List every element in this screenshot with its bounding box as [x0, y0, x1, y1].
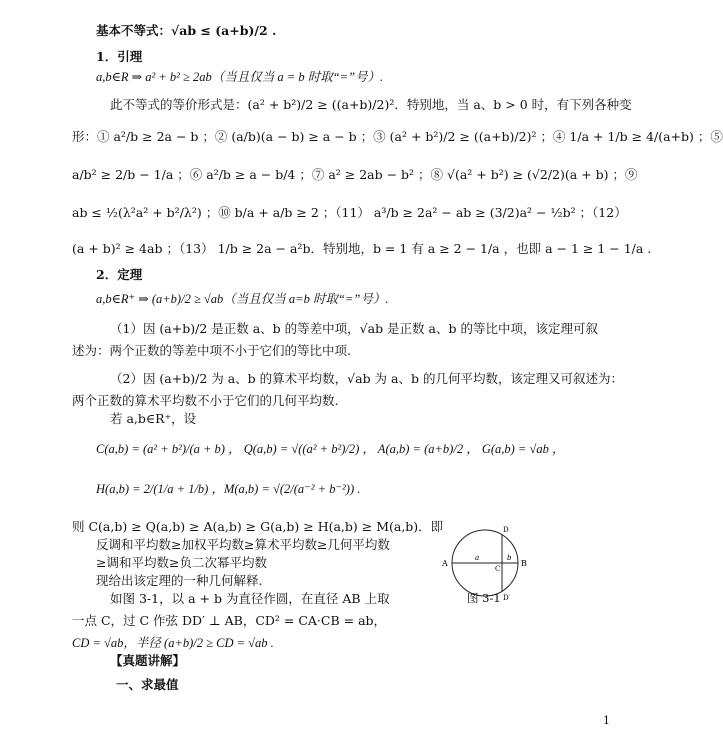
geometry-line-1: 如图 3-1，以 a + b 为直径作圆，在直径 AB 上取: [110, 591, 390, 606]
label-c-point: C: [495, 565, 501, 573]
lemma-line-2: 此不等式的等价形式是：(a² + b²)/2 ≥ ((a+b)/2)²．特别地，当 a、b > 0 时，有下列各种变: [110, 97, 632, 112]
section-3-heading: 【真题讲解】: [110, 653, 186, 668]
title: 基本不等式：√ab ≤ (a+b)/2 .: [96, 23, 277, 38]
geometry-line-3: CD = √ab，半径 (a+b)/2 ≥ CD = √ab .: [72, 636, 274, 650]
label-d-point: D: [503, 526, 509, 534]
figure-caption: 图 3-1: [467, 591, 501, 605]
label-segment-a: a: [475, 554, 480, 562]
label-segment-b: b: [507, 554, 512, 562]
lemma-line-6: (a + b)² ≥ 4ab ；（13） 1/b ≥ 2a − a²b．特别地，b = 1 有 a ≥ 2 − 1/a ，也即 a − 1 ≥ 1 − 1/a .: [72, 241, 652, 256]
mean-definitions-1: C(a,b) = (a² + b²)/(a + b) ， Q(a,b) = √((a² + b²)/2) ， A(a,b) = (a+b)/2 ， G(a,b) = √ab ，: [96, 442, 565, 456]
lemma-line-3: 形：① a²/b ≥ 2a − b ；② (a/b)(a − b) ≥ a − b ；③ (a² + b²)/2 ≥ ((a+b)/2)² ；④ 1/a + 1/b ≥ 4/(a+b) ；⑤: [72, 129, 723, 144]
mean-definitions-2: H(a,b) = 2/(1/a + 1/b) ，M(a,b) = √(2/(a⁻² + b⁻²)) .: [96, 482, 361, 496]
theorem-para-2a: （2）因 (a+b)/2 为 a、b 的算术平均数，√ab 为 a、b 的几何平均数，该定理又可叙述为：: [110, 371, 623, 386]
chain-text-1: 反调和平均数≥加权平均数≥算术平均数≥几何平均数: [96, 537, 390, 552]
lemma-line-4: a/b² ≥ 2/b − 1/a ；⑥ a²/b ≥ a − b/4 ；⑦ a² ≥ 2ab − b² ；⑧ √(a² + b²) ≥ (√2/2)(a + b) ；⑨: [72, 167, 638, 182]
theorem-para-2b: 两个正数的算术平均数不小于它们的几何平均数.: [72, 393, 339, 408]
chain-text-2: ≥调和平均数≥负二次幂平均数: [96, 555, 267, 570]
theorem-para-1b: 述为：两个正数的等差中项不小于它们的等比中项.: [72, 343, 351, 358]
theorem-line: a,b∈R⁺ ⇒ (a+b)/2 ≥ √ab（当且仅当 a=b 时取“=”号）.: [96, 292, 389, 306]
label-a-point: A: [442, 559, 448, 568]
theorem-if: 若 a,b∈R⁺，设: [110, 411, 197, 426]
section-1-heading: 1．引理: [96, 49, 143, 64]
page-number: 1: [603, 714, 610, 727]
mean-chain: 则 C(a,b) ≥ Q(a,b) ≥ A(a,b) ≥ G(a,b) ≥ H(a,b) ≥ M(a,b)．即: [72, 519, 444, 534]
theorem-para-1a: （1）因 (a+b)/2 是正数 a、b 的等差中项，√ab 是正数 a、b 的等比中项，该定理可叙: [110, 321, 598, 336]
lemma-line-5: ab ≤ ½(λ²a² + b²/λ²) ；⑩ b/a + a/b ≥ 2 ；（11） a³/b ≥ 2a² − ab ≥ (3/2)a² − ½b² ；（12）: [72, 205, 627, 220]
section-3-subheading: 一、求最值: [116, 677, 179, 692]
lemma-line-1: a,b∈R ⇒ a² + b² ≥ 2ab（当且仅当 a = b 时取“=”号）.: [96, 70, 384, 84]
section-2-heading: 2．定理: [96, 267, 143, 282]
geometry-line-2: 一点 C，过 C 作弦 DD′ ⊥ AB，CD² = CA·CB = ab，: [72, 613, 387, 628]
label-dprime-point: D′: [503, 594, 511, 602]
label-b-point: B: [521, 559, 527, 568]
chain-text-3: 现给出该定理的一种几何解释.: [96, 573, 263, 588]
